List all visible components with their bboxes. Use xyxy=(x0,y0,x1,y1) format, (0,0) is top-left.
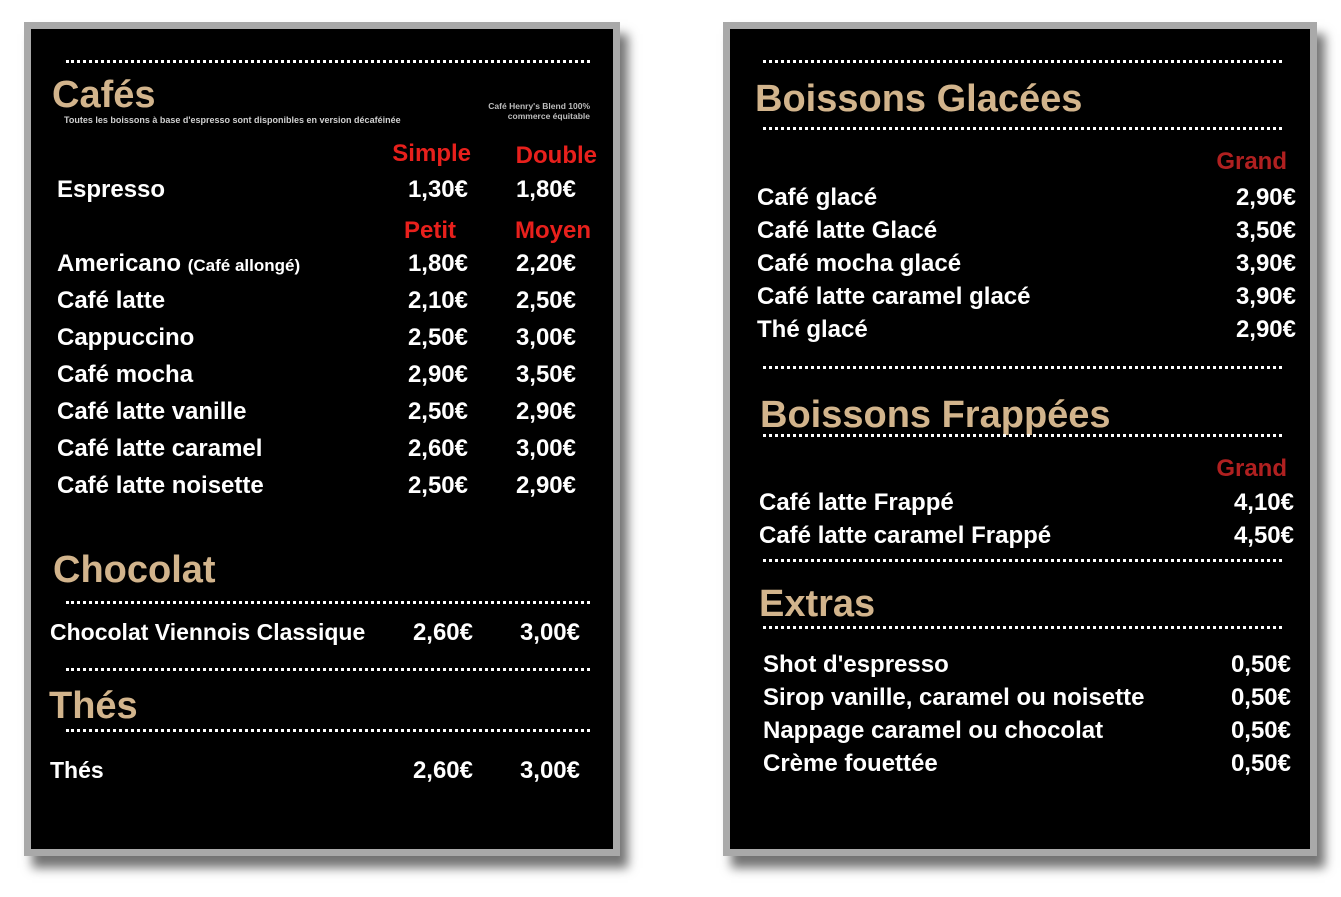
menu-item-price-2: 2,90€ xyxy=(515,398,576,425)
menu-item-price-2: 2,20€ xyxy=(515,250,576,277)
menu-item-price-1: 2,50€ xyxy=(407,398,468,425)
blend-note xyxy=(488,102,590,122)
column-header-grand: Grand xyxy=(1216,148,1287,175)
divider xyxy=(763,127,1282,130)
menu-item-price: 0,50€ xyxy=(1230,717,1291,744)
divider xyxy=(763,366,1282,369)
menu-item-price-2: 3,00€ xyxy=(515,324,576,351)
divider xyxy=(763,60,1282,63)
menu-item-name: Café latte vanille xyxy=(57,398,247,425)
menu-item-name: Café latte caramel glacé xyxy=(757,283,1031,310)
menu-item-name: Café latte caramel xyxy=(57,435,263,462)
menu-item-name: Thés xyxy=(50,757,104,783)
menu-item-name: Shot d'espresso xyxy=(763,651,949,678)
menu-item-price-2: 2,90€ xyxy=(515,472,576,499)
section-title-chocolat: Chocolat xyxy=(53,549,216,591)
menu-item-price-1: 1,30€ xyxy=(407,176,468,203)
menu-item-note: (Café allongé) xyxy=(187,256,301,275)
section-title-frappees: Boissons Frappées xyxy=(760,394,1111,436)
menu-item-price-2: 1,80€ xyxy=(515,176,576,203)
menu-item-name: Café latte caramel Frappé xyxy=(759,522,1052,549)
divider xyxy=(66,668,590,671)
blend-line-1: Café Henry's Blend 100% xyxy=(488,101,590,111)
section-title-cafes: Cafés xyxy=(52,74,156,116)
menu-item-name-text: Americano xyxy=(57,250,182,277)
divider xyxy=(66,601,590,604)
divider xyxy=(763,626,1282,629)
column-header-grand: Grand xyxy=(1216,455,1287,482)
menu-item-price: 0,50€ xyxy=(1230,651,1291,678)
menu-item-price-1: 1,80€ xyxy=(407,250,468,277)
menu-item-price: 3,90€ xyxy=(1235,250,1296,277)
blend-line-2: commerce équitable xyxy=(507,110,590,121)
menu-item-price: 2,90€ xyxy=(1235,316,1296,343)
menu-item-price: 3,50€ xyxy=(1235,217,1296,244)
menu-item-price-1: 2,60€ xyxy=(412,757,473,784)
menu-item-name: Café latte Frappé xyxy=(759,489,954,516)
menu-item-price-1: 2,10€ xyxy=(407,287,468,314)
divider xyxy=(66,729,590,732)
menu-item-name: Café latte noisette xyxy=(57,472,264,499)
menu-item-price-1: 2,60€ xyxy=(412,619,473,646)
menu-item-name: Cappuccino xyxy=(57,324,195,351)
divider xyxy=(763,434,1282,437)
menu-item-price: 0,50€ xyxy=(1230,750,1291,777)
menu-item-price: 4,10€ xyxy=(1233,489,1294,516)
menu-item-name: Café latte xyxy=(57,287,166,314)
menu-item-price-2: 3,00€ xyxy=(519,757,580,784)
menu-board-left xyxy=(24,22,620,856)
section-title-thes: Thés xyxy=(49,685,138,727)
menu-item-price-1: 2,50€ xyxy=(407,324,468,351)
menu-item-price-1: 2,50€ xyxy=(407,472,468,499)
menu-item-price: 0,50€ xyxy=(1230,684,1291,711)
decaf-note: Toutes les boissons à base d'espresso sont disponibles en version décaféinée xyxy=(64,115,401,125)
menu-item-price-2: 3,50€ xyxy=(515,361,576,388)
menu-item-name: Crème fouettée xyxy=(763,750,938,777)
menu-item-price-1: 2,90€ xyxy=(407,361,468,388)
menu-item-name: Sirop vanille, caramel ou noisette xyxy=(763,684,1145,711)
menu-item-price: 4,50€ xyxy=(1233,522,1294,549)
menu-item-price-2: 3,00€ xyxy=(519,619,580,646)
menu-item-name xyxy=(57,252,300,276)
menu-board-right xyxy=(723,22,1317,856)
menu-item-price-2: 2,50€ xyxy=(515,287,576,314)
menu-item-name: Café mocha glacé xyxy=(757,250,962,277)
column-header-simple: Simple xyxy=(392,140,471,167)
menu-item-price: 2,90€ xyxy=(1235,184,1296,211)
column-header-double: Double xyxy=(515,142,597,169)
menu-item-name: Chocolat Viennois Classique xyxy=(50,619,366,645)
divider xyxy=(66,60,590,63)
divider xyxy=(763,559,1282,562)
menu-item-name: Café mocha xyxy=(57,361,194,388)
menu-item-name: Nappage caramel ou chocolat xyxy=(763,717,1104,744)
section-title-extras: Extras xyxy=(759,583,876,625)
menu-item-name: Café glacé xyxy=(757,184,878,211)
menu-item-name: Thé glacé xyxy=(757,316,868,343)
column-header-petit: Petit xyxy=(403,217,456,244)
menu-item-name: Café latte Glacé xyxy=(757,217,938,244)
menu-item-price-1: 2,60€ xyxy=(407,435,468,462)
section-title-glacees: Boissons Glacées xyxy=(755,78,1083,120)
menu-item-name: Espresso xyxy=(57,176,166,203)
menu-item-price-2: 3,00€ xyxy=(515,435,576,462)
menu-item-price: 3,90€ xyxy=(1235,283,1296,310)
column-header-moyen: Moyen xyxy=(514,217,591,244)
